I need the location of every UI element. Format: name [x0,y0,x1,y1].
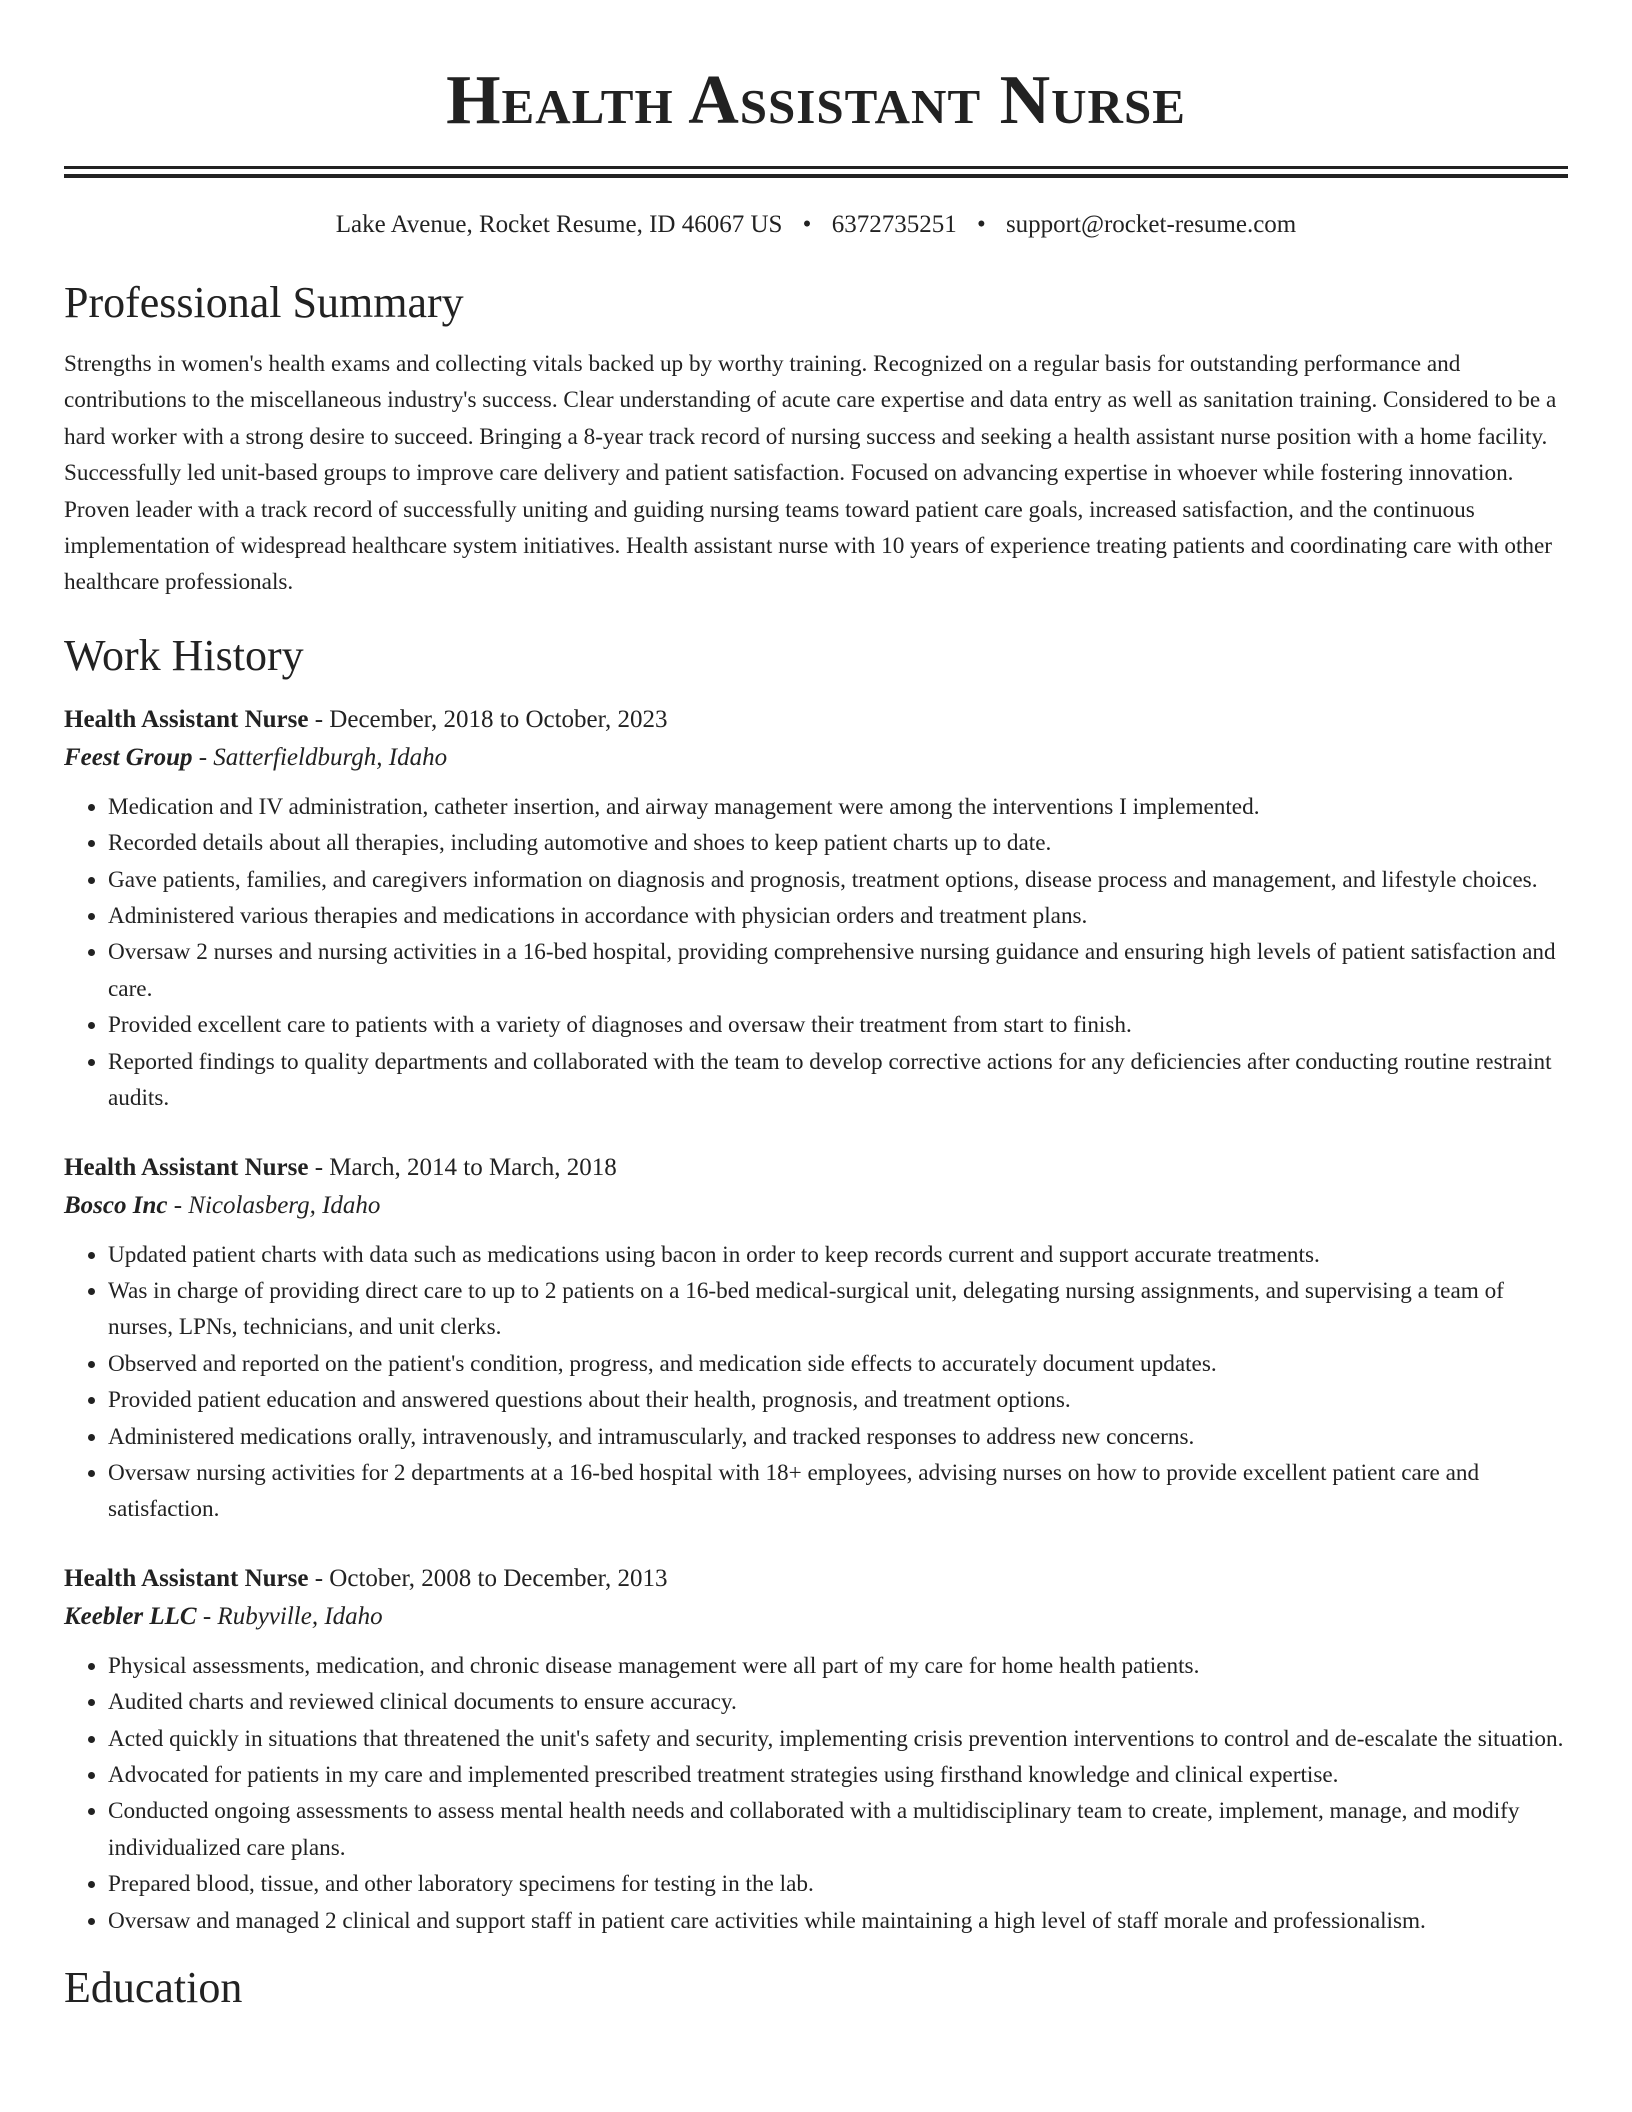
job-bullets [64,1237,1568,1528]
contact-address: Lake Avenue, Rocket Resume, ID 46067 US [335,211,783,238]
job-bullet: • Audited charts and reviewed clinical documents to ensure accuracy. [108,1684,1568,1720]
contact-separator: • [802,211,812,238]
job-bullet: • Oversaw 2 nurses and nursing activities in a 16-bed hospital, providing comprehensive nursing guidance and ensuring high levels of patient satisfaction and care. [108,934,1568,1007]
job-title-line [64,1560,1568,1598]
job-bullet: • Conducted ongoing assessments to assess mental health needs and collaborated with a multidisciplinary team to create, implement, manage, and modify individualized care plans. [108,1793,1568,1866]
job-role: Health Assistant Nurse [64,1153,309,1181]
resume-page [64,0,1568,2015]
job-title-line [64,701,1568,739]
job-bullet: • Oversaw nursing activities for 2 departments at a 16-bed hospital with 18+ employees, advising nurses on how to provide excellent patient care and satisfaction. [108,1455,1568,1528]
job-bullet: • Provided excellent care to patients with a variety of diagnoses and oversaw their treatment from start to finish. [108,1007,1568,1043]
job-dates: - October, 2008 to December, 2013 [308,1564,668,1592]
job-bullet: • Administered various therapies and medications in accordance with physician orders and treatment plans. [108,898,1568,934]
job-role: Health Assistant Nurse [64,705,309,733]
job-bullets [64,1648,1568,1939]
job-bullet: • Reported findings to quality departments and collaborated with the team to develop corrective actions for any deficiencies after conducting routine restraint audits. [108,1044,1568,1117]
job-bullet: • Recorded details about all therapies, including automotive and shoes to keep patient charts up to date. [108,825,1568,861]
job-bullet: • Prepared blood, tissue, and other laboratory specimens for testing in the lab. [108,1866,1568,1902]
job-company-line [64,739,1568,777]
job-bullet: • Was in charge of providing direct care to up to 2 patients on a 16-bed medical-surgical unit, delegating nursing assignments, and supervising a team of nurses, LPNs, technicians, and unit clerks. [108,1273,1568,1346]
job-bullet: • Physical assessments, medication, and chronic disease management were all part of my care for home health patients. [108,1648,1568,1684]
job-bullet: • Oversaw and managed 2 clinical and support staff in patient care activities while maintaining a high level of staff morale and professionalism. [108,1903,1568,1939]
job-bullet: • Gave patients, families, and caregivers information on diagnosis and prognosis, treatment options, disease process and management, and lifestyle choices. [108,862,1568,898]
section-title-summary: Professional Summary [64,278,464,327]
section-title-education: Education [64,1963,243,2012]
job-bullet: • Updated patient charts with data such as medications using bacon in order to keep records current and support accurate treatments. [108,1237,1568,1273]
header-divider [64,166,1568,178]
job-entry [64,701,1568,1117]
job-title-line [64,1149,1568,1187]
job-bullets [64,789,1568,1117]
contact-email[interactable]: support@rocket-resume.com [1005,211,1297,238]
job-location: - Nicolasberg, Idaho [167,1191,381,1219]
job-company-line [64,1187,1568,1225]
job-entry [64,1149,1568,1528]
job-bullet: • Advocated for patients in my care and implemented prescribed treatment strategies using firsthand knowledge and clinical expertise. [108,1757,1568,1793]
job-dates: - March, 2014 to March, 2018 [308,1153,617,1181]
job-company-line [64,1598,1568,1636]
section-title-work-history: Work History [64,630,304,680]
job-bullet: • Observed and reported on the patient's condition, progress, and medication side effects to accurately document updates. [108,1346,1568,1382]
job-dates: - December, 2018 to October, 2023 [308,705,668,733]
contact-separator: • [976,211,986,238]
contact-phone[interactable]: 6372735251 [831,211,957,238]
job-company: Feest Group [64,743,193,771]
job-location: - Satterfieldburgh, Idaho [192,743,448,771]
job-company: Bosco Inc [64,1191,168,1219]
summary-text: Strengths in women's health exams and collecting vitals backed up by worthy training. Recognized on a regular basis for outstanding performance and contributions to the miscellaneous industry's success. Clear understanding of acute care expertise and data entry as well as sanitation training. Considered to be a hard worker with a strong desire to succeed. Bringing a 8-year track record of nursing success and seeking a health assistant nurse position with a home facility. Successfully led unit-based groups to improve care delivery and patient satisfaction. Focused on advancing expertise in whoever while fostering innovation. Proven leader with a track record of successfully uniting and guiding nursing teams toward patient care goals, increased satisfaction, and the continuous implementation of widespread healthcare system initiatives. Health assistant nurse with 10 years of experience treating patients and coordinating care with other healthcare professionals. [64,351,1557,596]
job-company: Keebler LLC [64,1602,197,1630]
job-bullet: • Provided patient education and answered questions about their health, prognosis, and treatment options. [108,1382,1568,1418]
contact-line [64,208,1568,242]
job-entry [64,1560,1568,1939]
job-role: Health Assistant Nurse [64,1564,309,1592]
job-bullet: • Administered medications orally, intravenously, and intramuscularly, and tracked responses to address new concerns. [108,1419,1568,1455]
job-bullet: • Medication and IV administration, catheter insertion, and airway management were among the interventions I implemented. [108,789,1568,825]
job-bullet: • Acted quickly in situations that threatened the unit's safety and security, implementing crisis prevention interventions to control and de-escalate the situation. [108,1721,1568,1757]
resume-name: Health Assistant Nurse [446,62,1186,139]
job-location: - Rubyville, Idaho [196,1602,383,1630]
